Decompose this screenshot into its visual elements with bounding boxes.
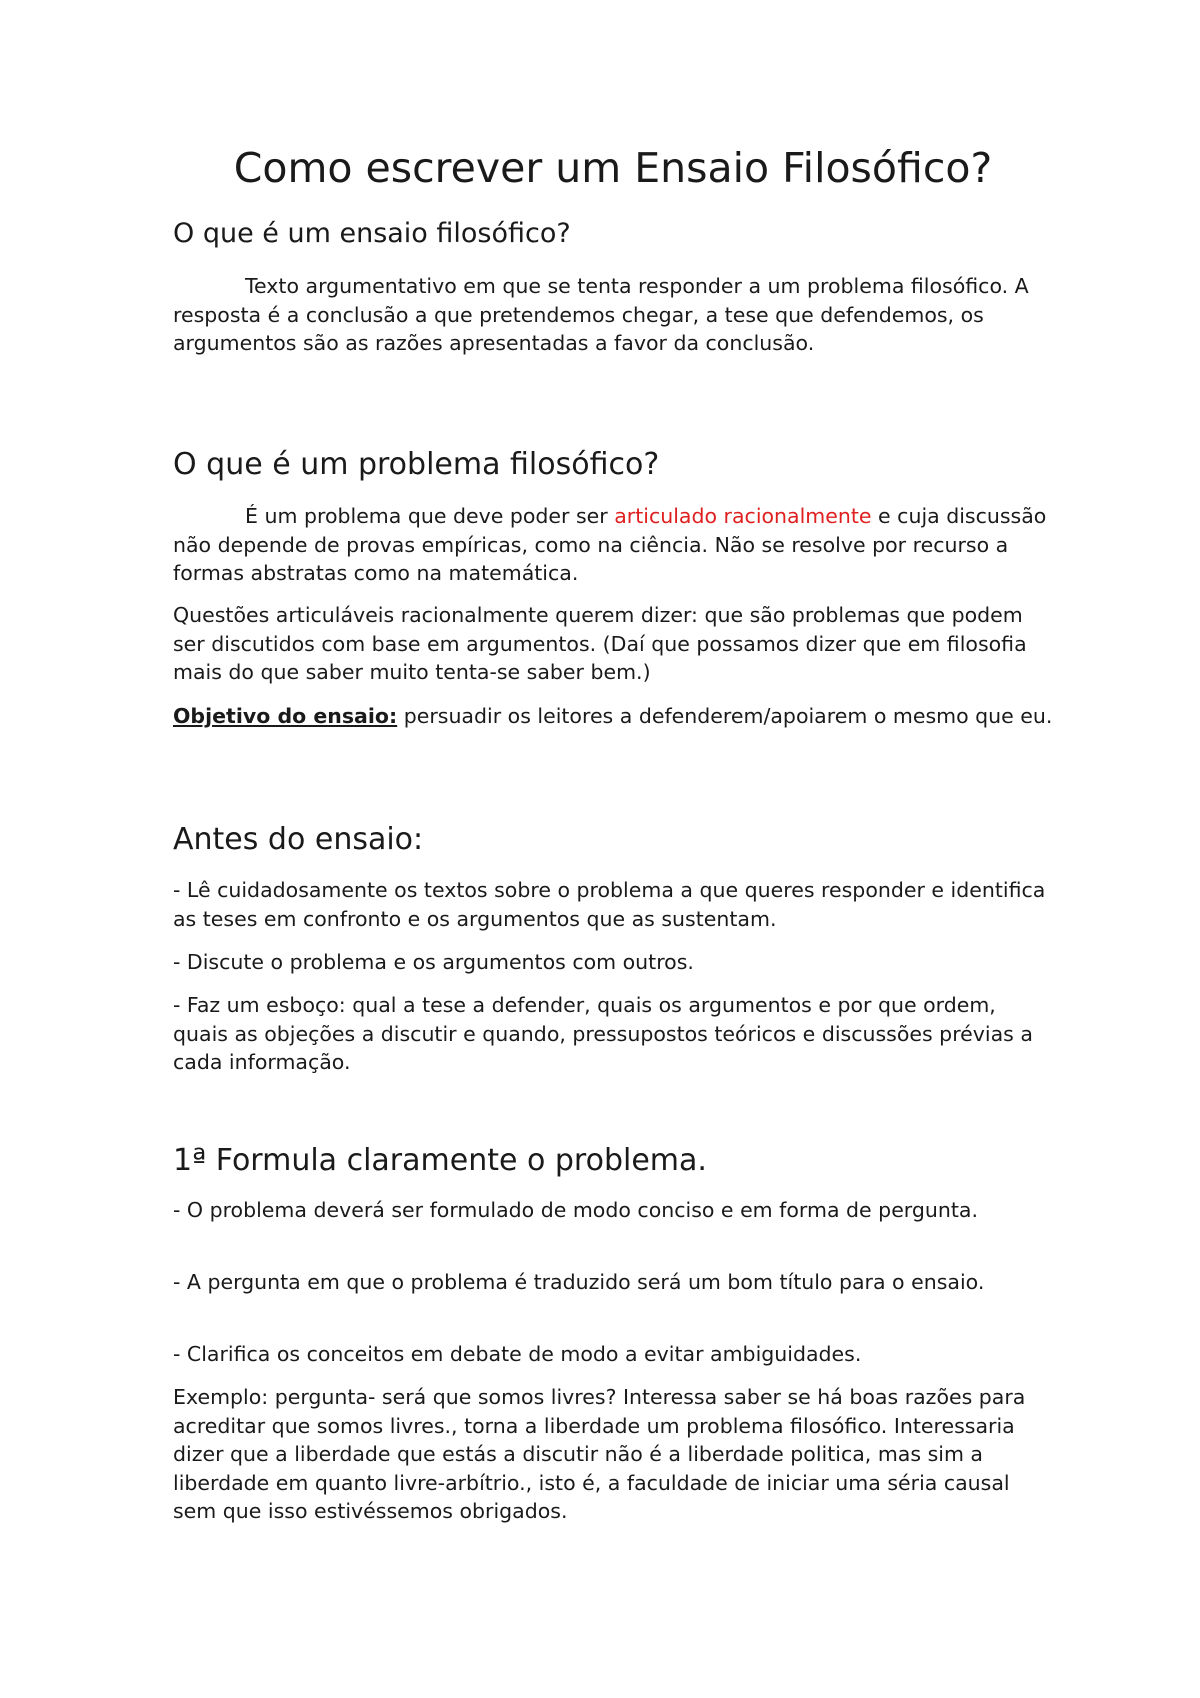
section-heading-ensaio: O que é um ensaio filosófico? — [173, 218, 571, 249]
problema-text-end: e cuja discussão não depende de provas empíricas, como na ciência. Não se resolve por recurso a formas abstratas como na matemática. — [173, 504, 1047, 585]
list-item: - Lê cuidadosamente os textos sobre o problema a que queres responder e identifica as teses em confronto e os argumentos que as sustentam. — [173, 878, 1046, 931]
list-item: - Clarifica os conceitos em debate de modo a evitar ambiguidades. — [173, 1342, 862, 1366]
list-item: - Discute o problema e os argumentos com outros. — [173, 950, 694, 974]
paragraph-objetivo — [173, 702, 1053, 731]
section-heading-formula: 1ª Formula claramente o problema. — [173, 1143, 707, 1178]
objetivo-label: Objetivo do ensaio: — [173, 704, 398, 728]
paragraph-problema-definition — [173, 502, 1053, 588]
objetivo-text: persuadir os leitores a defenderem/apoiarem o mesmo que eu. — [397, 704, 1053, 728]
paragraph-questoes: Questões articuláveis racionalmente querem dizer: que são problemas que podem ser discutidos com base em argumentos. (Daí que possamos dizer que em filosofia mais do que saber muito tenta-se saber bem.) — [173, 603, 1027, 684]
problema-text-start: É um problema que deve poder ser — [245, 504, 615, 528]
paragraph-ensaio-definition: Texto argumentativo em que se tenta responder a um problema filosófico. A resposta é a conclusão a que pretendemos chegar, a tese que defendemos, os argumentos são as razões apresentadas a favor da conclusão. — [173, 274, 1029, 355]
highlighted-text: articulado racionalmente — [614, 504, 872, 528]
list-item: - A pergunta em que o problema é traduzido será um bom título para o ensaio. — [173, 1270, 985, 1294]
list-item: - O problema deverá ser formulado de modo conciso e em forma de pergunta. — [173, 1198, 978, 1222]
section-heading-problema: O que é um problema filosófico? — [173, 447, 660, 482]
document-title: Como escrever um Ensaio Filosófico? — [233, 144, 993, 192]
list-item: - Faz um esboço: qual a tese a defender, quais os argumentos e por que ordem, quais as objeções a discutir e quando, pressupostos teóricos e discussões prévias a cada informação. — [173, 993, 1033, 1074]
paragraph-exemplo: Exemplo: pergunta- será que somos livres? Interessa saber se há boas razões para acreditar que somos livres., torna a liberdade um problema filosófico. Interessaria dizer que a liberdade que estás a discutir não é a liberdade politica, mas sim a liberdade em quanto livre-arbítrio., isto é, a faculdade de iniciar uma séria causal sem que isso estivéssemos obrigados. — [173, 1385, 1026, 1523]
section-heading-antes: Antes do ensaio: — [173, 822, 424, 857]
